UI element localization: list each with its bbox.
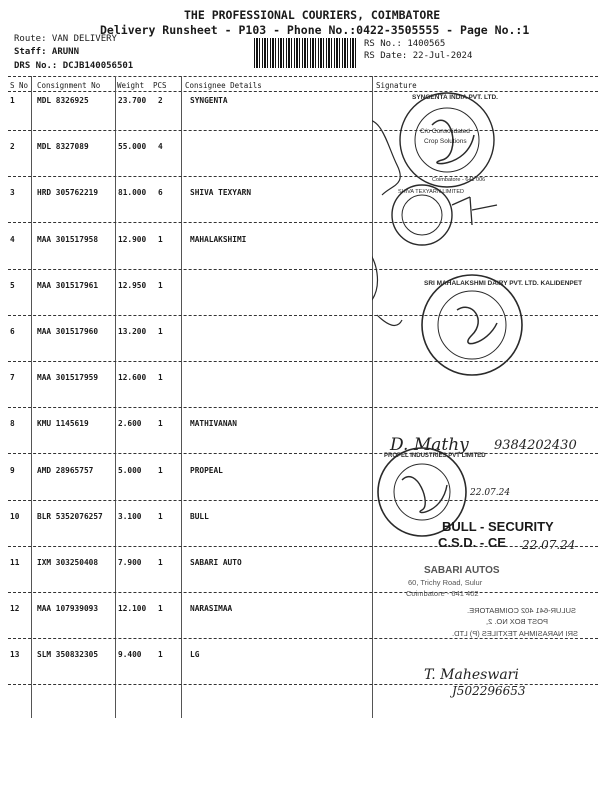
signature-area — [372, 85, 598, 725]
row-pcs: 4 — [158, 142, 163, 151]
col-pcs: PCS — [153, 81, 167, 90]
row-pcs: 1 — [158, 466, 163, 475]
mahalakshmi-stamp-text: SRI MAHALAKSHMI DAIRY PVT. LTD. KALIDENPET — [424, 280, 583, 287]
row-weight: 7.900 — [118, 558, 142, 567]
row-weight: 23.700 — [118, 96, 147, 105]
col-divider — [31, 76, 32, 718]
syngenta-line1: C/o Consolidated — [420, 128, 470, 135]
row10-date: 22.07.24 — [522, 538, 576, 552]
sabari-line2: 60, Trichy Road, Sulur — [408, 578, 483, 587]
row-consignee: BULL — [190, 512, 209, 521]
row-pcs: 1 — [158, 327, 163, 336]
row-sno: 7 — [10, 373, 15, 382]
syngenta-line2: Crop Solutions — [424, 138, 467, 145]
row-consignment-no: MAA 301517959 — [37, 373, 99, 382]
row9-date: 22.07.24 — [470, 488, 511, 498]
row-weight: 55.000 — [118, 142, 147, 151]
row-sno: 8 — [10, 419, 15, 428]
row-consignment-no: MAA 301517958 — [37, 235, 99, 244]
staff-label: Staff: ARUNN — [14, 47, 80, 57]
bull-stamp-line2: C.S.D. - CE — [438, 535, 506, 550]
row-consignee: SYNGENTA — [190, 96, 228, 105]
row-consignment-no: BLR 5352076257 — [37, 512, 103, 521]
rs-number: RS No.: 1400565 — [364, 39, 446, 49]
header-top-rule — [8, 76, 598, 77]
row-consignment-no: MAA 107939093 — [37, 604, 99, 613]
rs-date: RS Date: 22-Jul-2024 — [364, 51, 473, 61]
row-consignee: SABARI AUTO — [190, 558, 242, 567]
col-consignee: Consignee Details — [185, 81, 262, 90]
row-consignment-no: IXM 303250408 — [37, 558, 99, 567]
row8-signature: D. Mathy — [390, 435, 469, 455]
col-divider — [115, 76, 116, 718]
row-weight: 81.000 — [118, 188, 147, 197]
barcode — [254, 38, 358, 68]
sabari-line3: Coimbatore - 641 402 — [406, 589, 479, 598]
row-pcs: 1 — [158, 419, 163, 428]
row-consignee: LG — [190, 650, 200, 659]
col-signature: Signature — [376, 81, 417, 90]
drs-number: DRS No.: DCJB140056501 — [14, 61, 134, 71]
row-sno: 6 — [10, 327, 15, 336]
shiva-stamp-text: SHIVA TEXYARN LIMITED — [398, 189, 465, 195]
narasimaa-line1: SRI NARASIMHA TEXTILES (P) LTD. — [452, 629, 578, 638]
row-consignment-no: MDL 8327089 — [37, 142, 89, 151]
row-weight: 12.950 — [118, 281, 147, 290]
row-sno: 12 — [10, 604, 20, 613]
row-consignment-no: MDL 8326925 — [37, 96, 89, 105]
row-sno: 11 — [10, 558, 20, 567]
row-consignment-no: MAA 301517961 — [37, 281, 99, 290]
row13-signature: T. Maheswari — [424, 667, 519, 683]
row-pcs: 1 — [158, 650, 163, 659]
row-weight: 12.600 — [118, 373, 147, 382]
row-pcs: 1 — [158, 235, 163, 244]
narasimaa-line3: SULUR-641 402 COIMBATORE. — [467, 606, 576, 615]
row-consignee: MAHALAKSHIMI — [190, 235, 247, 244]
row-sno: 4 — [10, 235, 15, 244]
syngenta-line3: Coimbatore - 641 006 — [432, 177, 486, 183]
row-weight: 5.000 — [118, 466, 142, 475]
row-weight: 12.100 — [118, 604, 147, 613]
row-weight: 3.100 — [118, 512, 142, 521]
row-sno: 1 — [10, 96, 15, 105]
row-consignment-no: AMD 28965757 — [37, 466, 94, 475]
company-title: THE PROFESSIONAL COURIERS, COIMBATORE — [184, 8, 441, 22]
col-weight: Weight — [117, 81, 145, 90]
row-sno: 9 — [10, 466, 15, 475]
row-sno: 2 — [10, 142, 15, 151]
row-pcs: 6 — [158, 188, 163, 197]
narasimaa-line2: POST BOX NO. 2, — [486, 617, 548, 626]
row-consignment-no: HRD 305762219 — [37, 188, 99, 197]
row-consignee: PROPEAL — [190, 466, 223, 475]
row-pcs: 2 — [158, 96, 163, 105]
row-consignee: MATHIVANAN — [190, 419, 237, 428]
row-weight: 13.200 — [118, 327, 147, 336]
col-consignment: Consignment No — [37, 81, 101, 90]
syngenta-ring: SYNGENTA INDIA PVT. LTD. — [412, 94, 498, 101]
route-label: Route: VAN DELIVERY — [14, 34, 117, 44]
row13-phone: J502296653 — [452, 684, 526, 698]
row-pcs: 1 — [158, 604, 163, 613]
row8-phone: 9384202430 — [494, 438, 577, 453]
row-sno: 10 — [10, 512, 20, 521]
row-consignment-no: MAA 301517960 — [37, 327, 99, 336]
mahalakshmi-stamp — [372, 250, 522, 375]
row-consignment-no: SLM 350832305 — [37, 650, 99, 659]
bull-stamp-line1: BULL - SECURITY — [442, 519, 554, 534]
row-pcs: 1 — [158, 512, 163, 521]
row-pcs: 1 — [158, 558, 163, 567]
col-sno: S No — [10, 81, 29, 90]
row-sno: 5 — [10, 281, 15, 290]
col-divider — [181, 76, 182, 718]
row-weight: 12.900 — [118, 235, 147, 244]
runsheet-subtitle: Delivery Runsheet - P103 - Phone No.:0422-3505555 - Page No.:1 — [100, 23, 530, 37]
row-weight: 2.600 — [118, 419, 142, 428]
row-sno: 13 — [10, 650, 20, 659]
row-consignee: SHIVA TEXYARN — [190, 188, 252, 197]
row-sno: 3 — [10, 188, 15, 197]
row-consignment-no: KMU 1145619 — [37, 419, 89, 428]
propel-stamp-text: PROPEL INDUSTRIES PVT LIMITED — [384, 453, 486, 459]
sabari-line1: SABARI AUTOS — [424, 565, 500, 576]
row-pcs: 1 — [158, 373, 163, 382]
row-weight: 9.400 — [118, 650, 142, 659]
row-pcs: 1 — [158, 281, 163, 290]
row-consignee: NARASIMAA — [190, 604, 233, 613]
